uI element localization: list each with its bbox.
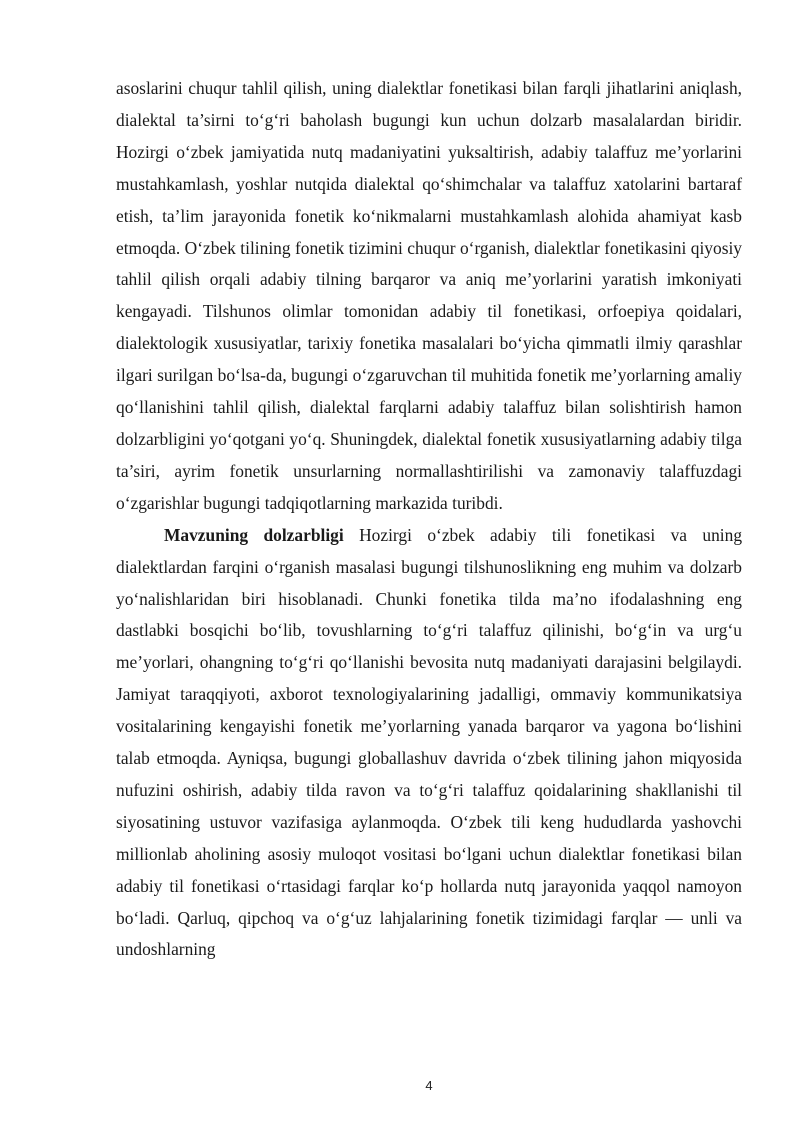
paragraph-2 [116, 520, 742, 967]
section-heading-relevance: Mavzuning dolzarbligi [164, 524, 344, 545]
paragraph-1-text: asoslarini chuqur tahlil qilish, uning dialektlar fonetikasi bilan farqli jihatlarini aniqlash, dialektal ta’sirni to‘g‘ri baholash bugungi kun uchun dolzarb masalalardan biridir. Hozirgi o‘zbek jamiyatida nutq madaniyatini yuksaltirish, adabiy talaffuz me’yorlarini mustahkamlash, yoshlar nutqida dialektal qo‘shimchalar va talaffuz xatolarini bartaraf etish, ta’lim jarayonida fonetik ko‘nikmalarni mustahkamlash alohida ahamiyat kasb etmoqda. O‘zbek tilining fonetik tizimini chuqur o‘rganish, dialektlar fonetikasini qiyosiy tahlil qilish orqali adabiy tilning barqaror va aniq me’yorlarini yaratish imkoniyati kengayadi. Tilshunos olimlar tomonidan adabiy til fonetikasi, orfoepiya qoidalari, dialektologik xususiyatlar, tarixiy fonetika masalalari bo‘yicha qimmatli ilmiy qarashlar ilgari surilgan bo‘lsa-da, bugungi o‘zgaruvchan til muhitida fonetik me’yorlarning amaliy qo‘llanishini tahlil qilish, dialektal farqlarni adabiy talaffuz bilan solishtirish hamon dolzarbligini yo‘qotgani yo‘q. Shuningdek, dialektal fonetik xususiyatlarning adabiy tilga ta’siri, ayrim fonetik unsurlarning normallashtirilishi va zamonaviy talaffuzdagi o‘zgarishlar bugungi tadqiqotlarning markazida turibdi. [116, 78, 742, 513]
body-text [116, 73, 742, 966]
paragraph-2-text: Hozirgi o‘zbek adabiy tili fonetikasi va uning dialektlardan farqini o‘rganish masalasi bugungi tilshunoslikning eng muhim va dolzarb yo‘nalishlaridan biri hisoblanadi. Chunki fonetika tilda ma’no ifodalashning eng dastlabki bosqichi bo‘lib, tovushlarning to‘g‘ri talaffuz qilinishi, bo‘g‘in va urg‘u me’yorlari, ohangning to‘g‘ri qo‘llanishi bevosita nutq madaniyati darajasini belgilaydi. Jamiyat taraqqiyoti, axborot texnologiyalarining jadalligi, ommaviy kommunikatsiya vositalarining kengayishi fonetik me’yorlarning yanada barqaror va yagona bo‘lishini talab etmoqda. Ayniqsa, bugungi globallashuv davrida o‘zbek tilining jahon miqyosida nufuzini oshirish, adabiy tilda ravon va to‘g‘ri talaffuz qoidalarining shakllanishi til siyosatining ustuvor vazifasiga aylanmoqda. O‘zbek tili keng hududlarda yashovchi millionlab aholining asosiy muloqot vositasi bo‘lgani uchun dialektlar fonetikasi bilan adabiy til fonetikasi o‘rtasidagi farqlar ko‘p hollarda nutq jarayonida yaqqol namoyon bo‘ladi. Qarluq, qipchoq va o‘g‘uz lahjalarining fonetik tizimidagi farqlar — unli va undoshlarning [116, 524, 743, 960]
page-number: 4 [425, 1078, 433, 1093]
paragraph-1 [116, 73, 742, 520]
